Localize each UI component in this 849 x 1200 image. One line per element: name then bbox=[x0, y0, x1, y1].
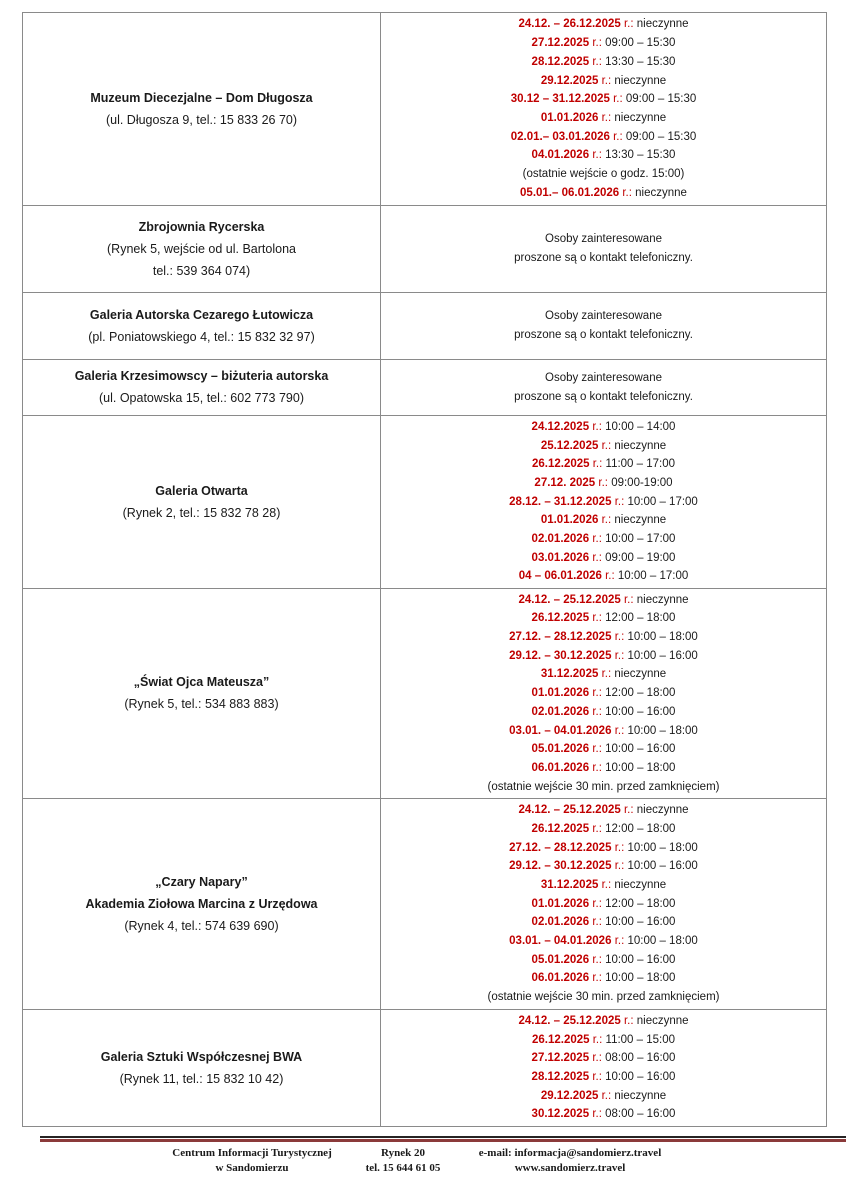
venue-name: Galeria Sztuki Współczesnej BWA bbox=[100, 1049, 303, 1064]
date-suffix: r.: bbox=[614, 860, 625, 873]
date-range: 27.12. – 28.12.2025 bbox=[509, 841, 612, 854]
hours-value: 12:00 – 18:00 bbox=[605, 822, 676, 835]
hours-note: proszone są o kontakt telefoniczny. bbox=[514, 390, 693, 403]
hours-line bbox=[532, 1031, 675, 1050]
venue-address: (Rynek 5, tel.: 534 883 883) bbox=[124, 697, 279, 711]
date-suffix: r.: bbox=[592, 761, 602, 774]
footer-org-city: w Sandomierzu bbox=[215, 1161, 289, 1174]
hours-line bbox=[532, 418, 676, 437]
hours-line bbox=[532, 951, 676, 970]
date-range: 29.12.2025 bbox=[540, 1089, 599, 1102]
date-range: 02.01.2026 bbox=[531, 705, 590, 718]
hours-line bbox=[520, 184, 687, 203]
date-range: 30.12 – 31.12.2025 bbox=[510, 93, 610, 106]
footer-address bbox=[343, 1146, 463, 1175]
hours-value: 10:00 – 18:00 bbox=[605, 761, 676, 774]
hours-line bbox=[532, 969, 676, 988]
hours-cell bbox=[381, 13, 826, 205]
hours-value: 10:00 – 18:00 bbox=[627, 724, 698, 737]
date-suffix: r.: bbox=[592, 551, 602, 564]
footer-street: Rynek 20 bbox=[381, 1147, 425, 1159]
hours-line bbox=[532, 1105, 676, 1124]
hours-value: 10:00 – 16:00 bbox=[605, 743, 676, 756]
footer-phone: tel. 15 644 61 05 bbox=[365, 1161, 441, 1174]
date-range: 05.01.– 06.01.2026 bbox=[520, 186, 620, 199]
table-row bbox=[23, 1010, 826, 1126]
hours-line bbox=[509, 628, 698, 647]
date-suffix: r.: bbox=[623, 804, 634, 817]
date-suffix: r.: bbox=[592, 55, 602, 68]
date-suffix: r.: bbox=[623, 1014, 634, 1027]
venue-name: Muzeum Diecezjalne – Dom Długosza bbox=[90, 90, 313, 105]
hours-value: 10:00 – 17:00 bbox=[605, 533, 676, 546]
hours-value: 10:00 – 18:00 bbox=[627, 841, 698, 854]
hours-value: 10:00 – 18:00 bbox=[605, 972, 676, 985]
hours-value: 11:00 – 15:00 bbox=[605, 1033, 676, 1046]
hours-value: 09:00 – 19:00 bbox=[605, 551, 676, 564]
venue-cell bbox=[23, 589, 381, 798]
date-suffix: r.: bbox=[601, 439, 612, 452]
hours-value: 10:00 – 16:00 bbox=[605, 705, 676, 718]
date-range: 29.12. – 30.12.2025 bbox=[509, 649, 612, 662]
hours-cell bbox=[381, 799, 826, 1009]
date-suffix: r.: bbox=[601, 74, 612, 87]
hours-cell bbox=[381, 1010, 826, 1126]
hours-note: Osoby zainteresowane bbox=[545, 310, 662, 323]
date-suffix: r.: bbox=[614, 841, 625, 854]
table-row bbox=[23, 293, 826, 360]
hours-value: nieczynne bbox=[614, 112, 667, 124]
hours-line bbox=[509, 647, 698, 666]
date-suffix: r.: bbox=[601, 514, 612, 527]
hours-line bbox=[509, 722, 698, 741]
date-range: 30.12.2025 bbox=[531, 1108, 590, 1121]
hours-value: 10:00 – 16:00 bbox=[605, 916, 676, 929]
date-suffix: r.: bbox=[601, 112, 612, 124]
footer-rule-maroon bbox=[40, 1139, 846, 1142]
date-suffix: r.: bbox=[592, 1052, 602, 1065]
date-range: 05.01.2026 bbox=[531, 743, 590, 756]
hours-value: 10:00 – 16:00 bbox=[605, 1071, 676, 1083]
hours-value: 10:00 – 16:00 bbox=[627, 649, 698, 662]
hours-line bbox=[541, 72, 666, 91]
venue-address: (Rynek 5, wejście od ul. Bartolona bbox=[107, 241, 296, 256]
hours-line bbox=[519, 567, 688, 586]
date-range: 26.12.2025 bbox=[531, 612, 590, 625]
venue-name: Akademia Ziołowa Marcina z Urzędowa bbox=[85, 896, 318, 911]
hours-line bbox=[509, 839, 698, 858]
hours-value: 10:00 – 16:00 bbox=[627, 860, 698, 873]
hours-value: nieczynne bbox=[614, 1089, 667, 1102]
footer-rule-black bbox=[40, 1136, 846, 1138]
table-row bbox=[23, 360, 826, 416]
date-range: 03.01.2026 bbox=[531, 551, 590, 564]
footer-org bbox=[132, 1146, 372, 1175]
date-suffix: r.: bbox=[614, 724, 625, 737]
hours-note: Osoby zainteresowane bbox=[545, 233, 662, 246]
footer-org-name: Centrum Informacji Turystycznej bbox=[172, 1147, 332, 1159]
date-range: 25.12.2025 bbox=[540, 439, 599, 452]
hours-line bbox=[511, 90, 696, 109]
date-range: 04.01.2026 bbox=[531, 149, 590, 162]
hours-value: 09:00 – 15:30 bbox=[625, 130, 697, 143]
date-suffix: r.: bbox=[592, 972, 602, 985]
footer-contact bbox=[450, 1146, 690, 1175]
date-suffix: r.: bbox=[614, 649, 625, 662]
hours-line bbox=[532, 913, 676, 932]
hours-value: nieczynne bbox=[614, 878, 667, 891]
date-suffix: r.: bbox=[592, 612, 602, 625]
date-suffix: r.: bbox=[592, 687, 602, 700]
date-range: 31.12.2025 bbox=[540, 668, 599, 681]
table-row bbox=[23, 416, 826, 589]
hours-value: 12:00 – 18:00 bbox=[605, 687, 676, 700]
date-range: 28.12. – 31.12.2025 bbox=[509, 495, 612, 508]
hours-line bbox=[532, 895, 676, 914]
hours-value: 10:00 – 16:00 bbox=[605, 953, 676, 966]
date-suffix: r.: bbox=[598, 476, 608, 489]
date-suffix: r.: bbox=[592, 743, 602, 756]
hours-line bbox=[518, 591, 688, 610]
hours-note: proszone są o kontakt telefoniczny. bbox=[514, 252, 693, 264]
date-range: 01.01.2026 bbox=[540, 514, 599, 527]
date-suffix: r.: bbox=[592, 420, 602, 433]
hours-line bbox=[541, 1087, 666, 1106]
date-range: 31.12.2025 bbox=[540, 878, 599, 891]
date-range: 05.01.2026 bbox=[531, 953, 590, 966]
hours-line bbox=[541, 876, 666, 895]
hours-line bbox=[509, 493, 698, 512]
venue-name: „Czary Napary” bbox=[155, 874, 248, 889]
hours-note: Osoby zainteresowane bbox=[545, 371, 662, 384]
date-suffix: r.: bbox=[623, 18, 634, 31]
hours-line bbox=[532, 1068, 676, 1087]
date-suffix: r.: bbox=[592, 1108, 602, 1121]
hours-line bbox=[532, 34, 676, 53]
hours-cell bbox=[381, 206, 826, 292]
date-range: 03.01. – 04.01.2026 bbox=[509, 935, 612, 948]
date-suffix: r.: bbox=[592, 953, 602, 966]
hours-value: 08:00 – 16:00 bbox=[605, 1108, 676, 1121]
date-range: 04 – 06.01.2026 bbox=[518, 570, 602, 583]
date-range: 26.12.2025 bbox=[531, 458, 590, 471]
hours-line bbox=[532, 703, 676, 722]
date-suffix: r.: bbox=[592, 897, 602, 910]
hours-note: (ostatnie wejście 30 min. przed zamknięciem) bbox=[487, 991, 720, 1004]
hours-value: 11:00 – 17:00 bbox=[605, 458, 676, 471]
date-suffix: r.: bbox=[613, 130, 623, 143]
hours-value: nieczynne bbox=[635, 186, 687, 199]
hours-line bbox=[532, 759, 676, 778]
hours-line bbox=[534, 474, 672, 493]
table-row bbox=[23, 799, 826, 1010]
hours-line bbox=[532, 609, 676, 628]
hours-cell bbox=[381, 293, 826, 359]
venue-address: tel.: 539 364 074) bbox=[152, 263, 251, 278]
date-range: 29.12. – 30.12.2025 bbox=[509, 860, 612, 873]
date-suffix: r.: bbox=[592, 1071, 602, 1083]
date-range: 01.01.2026 bbox=[531, 687, 590, 700]
hours-value: 12:00 – 18:00 bbox=[605, 897, 676, 910]
footer-website: www.sandomierz.travel bbox=[514, 1161, 626, 1174]
venue-cell bbox=[23, 416, 381, 588]
hours-value: 10:00 – 18:00 bbox=[627, 631, 698, 644]
date-range: 01.01.2026 bbox=[540, 112, 599, 124]
hours-line bbox=[532, 549, 676, 568]
date-range: 24.12. – 25.12.2025 bbox=[518, 1014, 621, 1027]
venue-cell bbox=[23, 360, 381, 415]
venue-name: Galeria Krzesimowscy – biżuteria autorska bbox=[74, 369, 329, 383]
date-range: 02.01.2026 bbox=[531, 533, 590, 546]
date-range: 02.01.2026 bbox=[531, 916, 590, 929]
venue-cell bbox=[23, 13, 381, 205]
hours-value: nieczynne bbox=[636, 18, 689, 31]
hours-note: (ostatnie wejście 30 min. przed zamknięciem) bbox=[487, 780, 720, 793]
date-suffix: r.: bbox=[592, 458, 603, 471]
hours-line bbox=[541, 511, 666, 530]
hours-line bbox=[541, 665, 666, 684]
venue-cell bbox=[23, 206, 381, 292]
date-range: 24.12. – 26.12.2025 bbox=[518, 18, 621, 31]
hours-value: 10:00 – 17:00 bbox=[617, 570, 689, 583]
venue-cell bbox=[23, 799, 381, 1009]
hours-value: 09:00 – 15:30 bbox=[605, 37, 676, 50]
date-range: 06.01.2026 bbox=[531, 761, 590, 774]
date-suffix: r.: bbox=[614, 935, 625, 948]
venue-address: (Rynek 4, tel.: 574 639 690) bbox=[124, 918, 279, 933]
hours-line bbox=[511, 128, 696, 147]
date-range: 26.12.2025 bbox=[531, 822, 590, 835]
opening-hours-table bbox=[22, 12, 827, 1127]
hours-line bbox=[518, 1012, 688, 1031]
table-row bbox=[23, 13, 826, 206]
hours-value: nieczynne bbox=[614, 439, 667, 452]
hours-line bbox=[532, 1049, 676, 1068]
date-suffix: r.: bbox=[592, 533, 602, 546]
date-suffix: r.: bbox=[614, 495, 625, 508]
hours-value: 09:00-19:00 bbox=[611, 476, 673, 489]
hours-value: 13:30 – 15:30 bbox=[605, 55, 676, 68]
hours-line bbox=[532, 820, 676, 839]
venue-name: „Świat Ojca Mateusza” bbox=[133, 675, 270, 689]
hours-cell bbox=[381, 416, 826, 588]
footer-separator bbox=[40, 1136, 846, 1142]
hours-line bbox=[541, 109, 666, 128]
date-range: 29.12.2025 bbox=[540, 74, 599, 87]
hours-value: nieczynne bbox=[614, 74, 667, 87]
date-suffix: r.: bbox=[601, 668, 612, 681]
date-suffix: r.: bbox=[592, 705, 602, 718]
hours-line bbox=[518, 15, 688, 34]
venue-name: Galeria Otwarta bbox=[155, 483, 248, 498]
hours-cell bbox=[381, 360, 826, 415]
venue-address: (ul. Długosza 9, tel.: 15 833 26 70) bbox=[105, 112, 298, 127]
hours-value: 13:30 – 15:30 bbox=[605, 149, 676, 162]
hours-value: nieczynne bbox=[614, 668, 667, 681]
date-suffix: r.: bbox=[623, 593, 634, 606]
date-range: 24.12. – 25.12.2025 bbox=[518, 593, 621, 606]
venue-address: (pl. Poniatowskiego 4, tel.: 15 832 32 97) bbox=[88, 329, 315, 344]
hours-line bbox=[532, 740, 676, 759]
date-suffix: r.: bbox=[613, 93, 623, 106]
table-row bbox=[23, 206, 826, 293]
venue-address: (ul. Opatowska 15, tel.: 602 773 790) bbox=[99, 391, 304, 405]
date-range: 27.12. – 28.12.2025 bbox=[509, 631, 612, 644]
hours-value: 10:00 – 14:00 bbox=[605, 420, 676, 433]
hours-value: nieczynne bbox=[636, 593, 689, 606]
hours-line bbox=[509, 932, 698, 951]
date-range: 24.12.2025 bbox=[531, 420, 590, 433]
hours-value: nieczynne bbox=[636, 804, 689, 817]
venue-cell bbox=[23, 1010, 381, 1126]
date-suffix: r.: bbox=[622, 186, 632, 199]
date-range: 02.01.– 03.01.2026 bbox=[510, 130, 610, 143]
hours-value: nieczynne bbox=[614, 514, 667, 527]
date-range: 28.12.2025 bbox=[531, 1071, 590, 1083]
venue-address: (Rynek 2, tel.: 15 832 78 28) bbox=[122, 505, 281, 520]
date-range: 03.01. – 04.01.2026 bbox=[509, 724, 612, 737]
hours-value: 10:00 – 18:00 bbox=[627, 935, 698, 948]
hours-note: proszone są o kontakt telefoniczny. bbox=[514, 329, 693, 341]
hours-line bbox=[509, 857, 698, 876]
date-range: 28.12.2025 bbox=[531, 55, 590, 68]
date-range: 01.01.2026 bbox=[531, 897, 590, 910]
hours-line bbox=[532, 684, 676, 703]
hours-line bbox=[532, 53, 676, 72]
hours-line bbox=[541, 437, 666, 456]
hours-value: 08:00 – 16:00 bbox=[605, 1052, 676, 1065]
hours-line bbox=[532, 455, 675, 474]
date-suffix: r.: bbox=[614, 631, 625, 644]
date-range: 27.12. 2025 bbox=[534, 476, 596, 489]
date-suffix: r.: bbox=[592, 37, 602, 50]
date-suffix: r.: bbox=[592, 149, 602, 162]
hours-value: 10:00 – 17:00 bbox=[627, 495, 698, 508]
hours-value: 12:00 – 18:00 bbox=[605, 612, 676, 625]
footer-email: e-mail: informacja@sandomierz.travel bbox=[478, 1147, 662, 1159]
date-range: 27.12.2025 bbox=[531, 1052, 590, 1065]
date-suffix: r.: bbox=[592, 1033, 603, 1046]
venue-name: Galeria Autorska Cezarego Łutowicza bbox=[89, 307, 314, 322]
date-range: 27.12.2025 bbox=[531, 37, 590, 50]
table-row bbox=[23, 589, 826, 799]
date-suffix: r.: bbox=[601, 1089, 612, 1102]
hours-line bbox=[532, 530, 676, 549]
date-range: 26.12.2025 bbox=[531, 1033, 590, 1046]
date-range: 24.12. – 25.12.2025 bbox=[518, 804, 621, 817]
date-suffix: r.: bbox=[592, 916, 602, 929]
hours-value: 09:00 – 15:30 bbox=[625, 93, 697, 106]
date-suffix: r.: bbox=[605, 570, 615, 583]
date-suffix: r.: bbox=[592, 822, 602, 835]
date-suffix: r.: bbox=[601, 878, 612, 891]
date-range: 06.01.2026 bbox=[531, 972, 590, 985]
hours-cell bbox=[381, 589, 826, 798]
hours-line bbox=[532, 146, 676, 165]
hours-line bbox=[518, 801, 688, 820]
venue-cell bbox=[23, 293, 381, 359]
hours-note: (ostatnie wejście o godz. 15:00) bbox=[522, 168, 685, 181]
venue-name: Zbrojownia Rycerska bbox=[138, 219, 265, 234]
venue-address: (Rynek 11, tel.: 15 832 10 42) bbox=[119, 1071, 284, 1086]
hours-value: nieczynne bbox=[636, 1014, 689, 1027]
